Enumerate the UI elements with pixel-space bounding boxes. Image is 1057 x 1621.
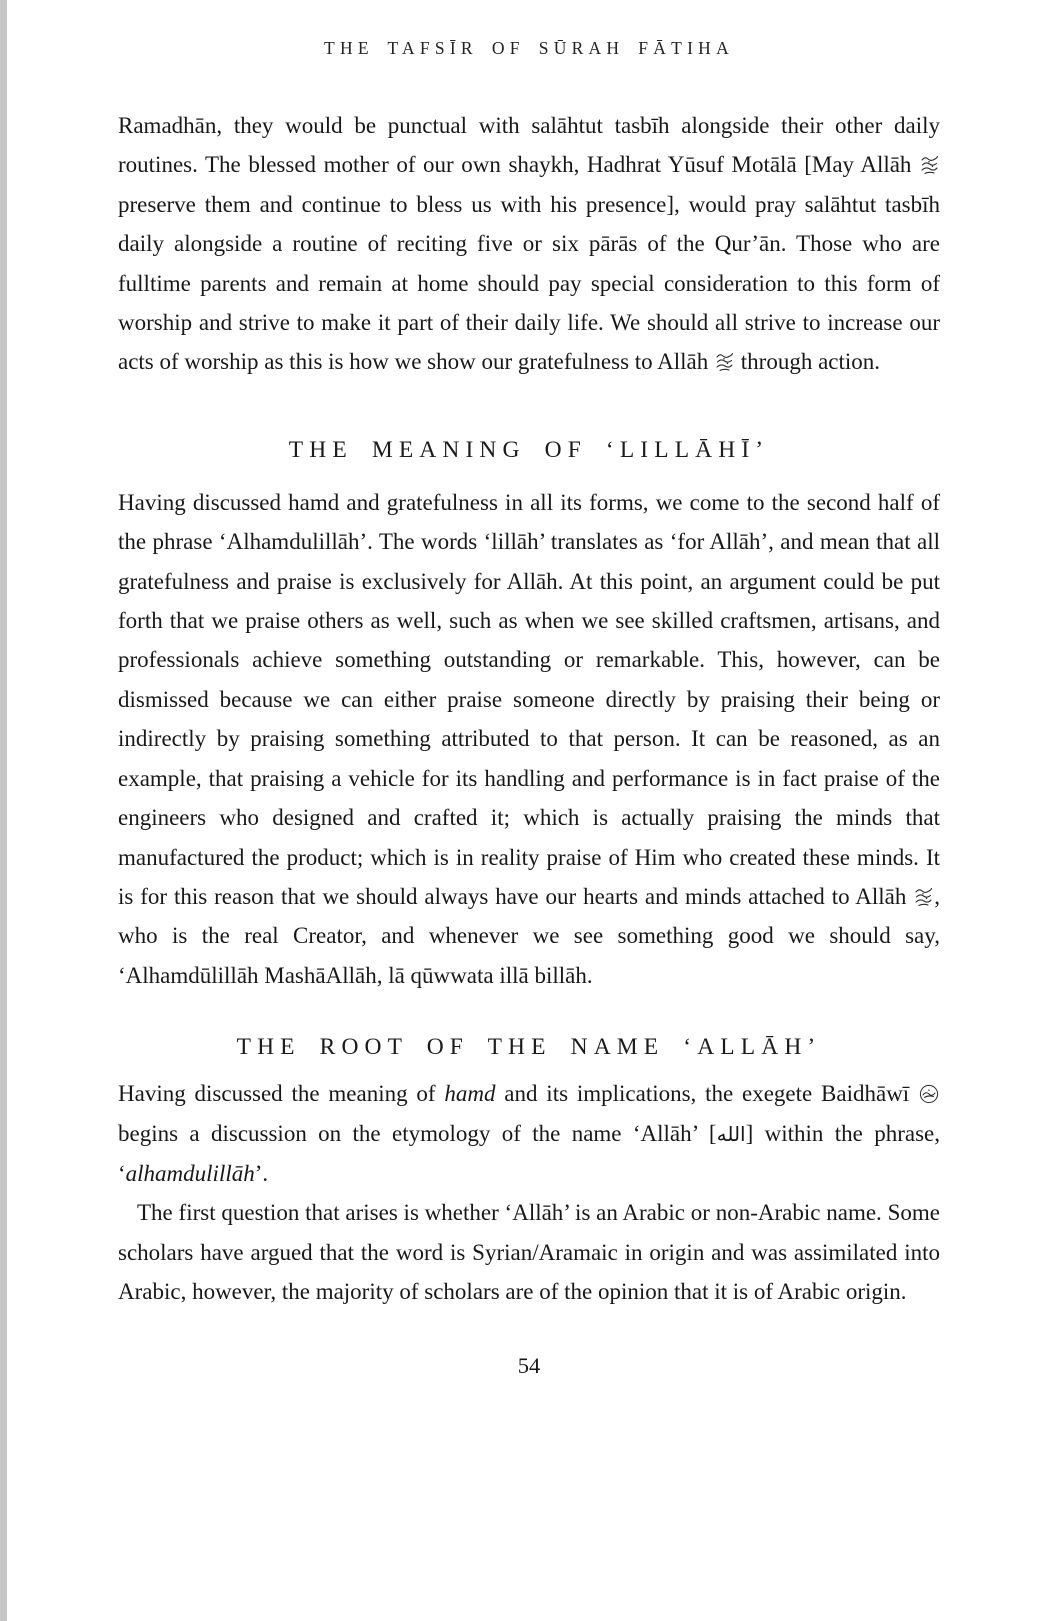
- root-of-name-paragraph-1: [118, 1074, 940, 1193]
- jalla-jalaluhu-honorific-icon: [920, 155, 939, 175]
- meaning-text-run-2: , who is the real Creator, and whenever we see something good we should say, ‘Alhamdūlillāh MashāAllāh, lā qūwwata illā billāh.: [118, 883, 940, 988]
- section-heading-meaning-of-lillahi: THE MEANING OF ‘LILLĀHĪ’: [288, 436, 770, 463]
- root-text-run-3: begins a discussion on the etymology of the name ‘Allāh’ [: [118, 1120, 717, 1146]
- root-of-name-paragraph-2: The first question that arises is whether ‘Allāh’ is an Arabic or non-Arabic name. Some scholars have argued that the word is Syrian/Aramaic in origin and was assimilated into Arabic, however, the majority of scholars are of the opinion that it is of Arabic origin.: [118, 1200, 940, 1305]
- jalla-jalaluhu-honorific-icon: [914, 887, 933, 907]
- root-text-run-5: ’.: [254, 1160, 269, 1186]
- jalla-jalaluhu-honorific-icon: [715, 352, 734, 372]
- intro-text-run-2: preserve them and continue to bless us with his presence], would pray salāhtut tasbīh daily alongside a routine of reciting five or six pārās of the Qur’ān. Those who are fulltime parents and remain at home should pay special consideration to this form of worship and strive to make it part of their daily life. We should all strive to increase our acts of worship as this is how we show our gratefulness to Allāh: [118, 191, 940, 375]
- root-text-run-2: and its implications, the exegete Baidhāwī: [495, 1081, 918, 1107]
- rahimahullah-honorific-icon: [919, 1084, 939, 1104]
- arabic-word-allah: الله: [716, 1121, 746, 1146]
- page-number: 54: [517, 1352, 541, 1378]
- meaning-text-run-1: Having discussed hamd and gratefulness in all its forms, we come to the second half of the phrase ‘Alhamdulillāh’. The words ‘lillāh’ translates as ‘for Allāh’, and mean that all gratefulness and praise is exclusively for Allāh. At this point, an argument could be put forth that we praise others as well, such as when we see skilled craftsmen, artisans, and professionals achieve something outstanding or remarkable. This, however, can be dismissed because we can either praise someone directly by praising their being or indirectly by praising something attributed to that person. It can be reasoned, as an example, that praising a vehicle for its handling and performance is in fact praise of the engineers who designed and crafted it; which is actually praising the minds that manufactured the product; which is in reality praise of Him who created these minds. It is for this reason that we should always have our hearts and minds attached to Allāh: [118, 489, 940, 909]
- intro-text-run-3: through action.: [735, 349, 881, 375]
- running-header-title: THE TAFSĪR OF SŪRAH FĀTIHA: [324, 38, 734, 58]
- italic-term-hamd: hamd: [444, 1081, 496, 1107]
- intro-paragraph: [118, 106, 940, 382]
- root-text-run-4: ] within the phrase, ‘: [118, 1120, 940, 1186]
- section-heading-root-of-name-allah: THE ROOT OF THE NAME ‘ALLĀH’: [236, 1034, 822, 1061]
- root-text-run-1: Having discussed the meaning of: [118, 1081, 445, 1107]
- intro-text-run-1: Ramadhān, they would be punctual with salāhtut tasbīh alongside their other daily routines. The blessed mother of our own shaykh, Hadhrat Yūsuf Motālā [May Allāh: [118, 113, 940, 178]
- italic-term-alhamdulillah: alhamdulillāh: [125, 1160, 255, 1186]
- meaning-of-lillahi-paragraph: [118, 483, 940, 995]
